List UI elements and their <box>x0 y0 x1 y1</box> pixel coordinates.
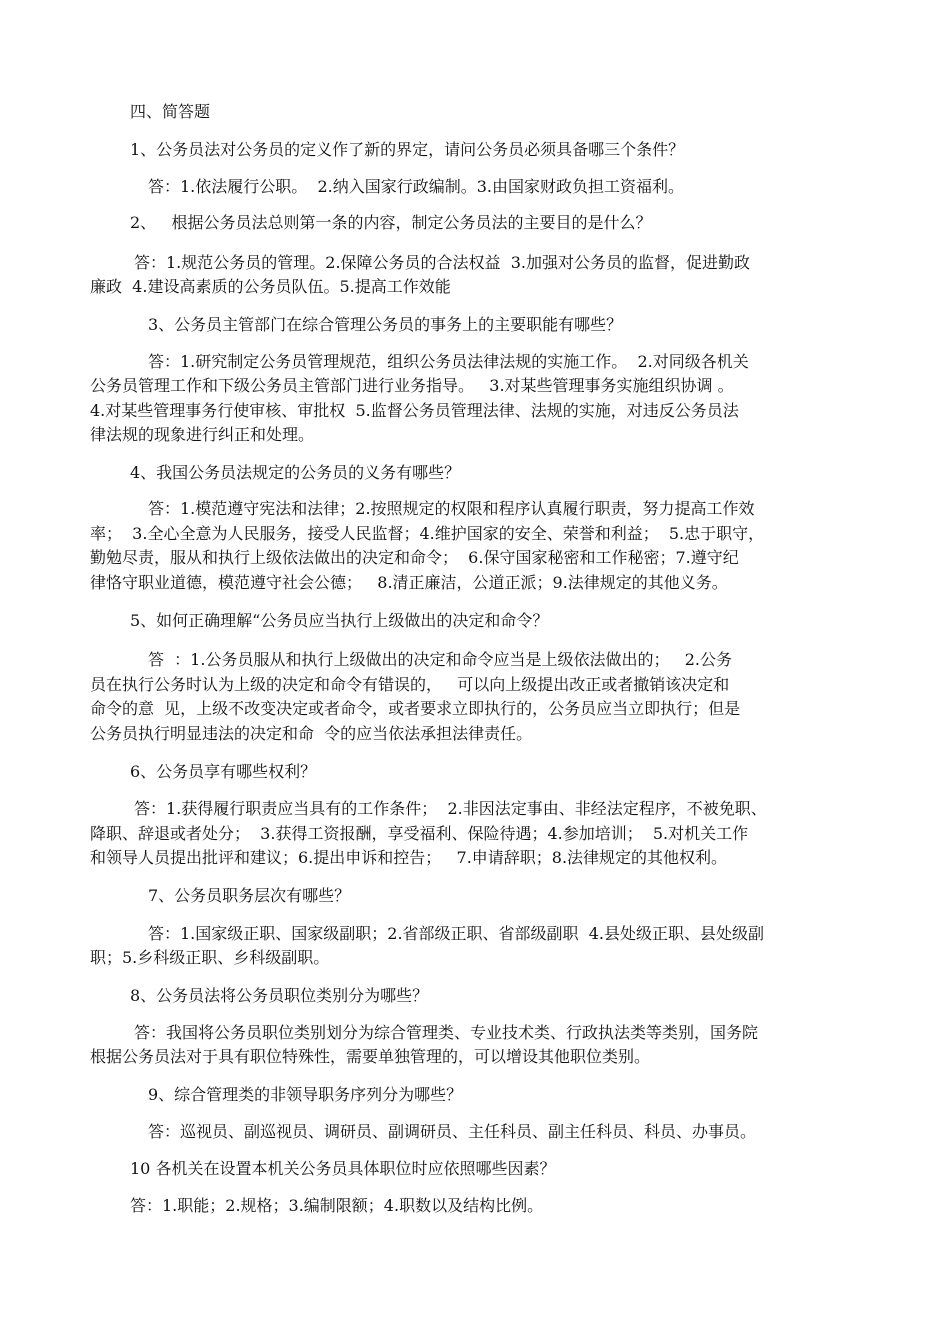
answer-7-line-2: 职；5.乡科级正职、乡科级副职。 <box>90 948 330 967</box>
answer-3-line-3: 4.对某些管理事务行使审核、审批权 5.监督公务员管理法律、法规的实施，对违反公务员法 <box>90 401 739 420</box>
answer-4-line-2: 率； 3.全心全意为人民服务，接受人民监督；4.维护国家的安全、荣誉和利益； 5.忠于职守， <box>90 524 765 543</box>
answer-5-line-3: 命令的意 见，上级不改变决定或者命令，或者要求立即执行的，公务员应当立即执行；但是 <box>90 699 741 718</box>
answer-9-line-1: 答：巡视员、副巡视员、调研员、副调研员、主任科员、副主任科员、科员、办事员。 <box>148 1122 757 1141</box>
answer-3-line-4: 律法规的现象进行纠正和处理。 <box>90 425 315 444</box>
answer-6-line-1: 答：1.获得履行职责应当具有的工作条件； 2.非因法定事由、非经法定程序，不被免职、 <box>134 799 767 818</box>
answer-8-line-1: 答：我国将公务员职位类别划分为综合管理类、专业技术类、行政执法类等类别，国务院 <box>134 1023 759 1042</box>
section-title: 四、简答题 <box>130 102 211 121</box>
question-4: 4、我国公务员法规定的公务员的义务有哪些？ <box>130 463 461 482</box>
answer-8-line-2: 根据公务员法对于具有职位特殊性，需要单独管理的，可以增设其他职位类别。 <box>90 1047 651 1066</box>
question-1: 1、公务员法对公务员的定义作了新的界定，请问公务员必须具备哪三个条件？ <box>130 140 685 159</box>
question-9: 9、综合管理类的非领导职务序列分为哪些？ <box>148 1085 463 1104</box>
answer-4-line-3: 勤勉尽责，服从和执行上级依法做出的决定和命令； 6.保守国家秘密和工作秘密；7.遵守纪 <box>90 548 739 567</box>
question-2: 2、 根据公务员法总则第一条的内容，制定公务员法的主要目的是什么？ <box>130 213 652 232</box>
question-10: 10 各机关在设置本机关公务员具体职位时应依照哪些因素？ <box>130 1159 556 1178</box>
answer-2-line-1: 答：1.规范公务员的管理。2.保障公务员的合法权益 3.加强对公务员的监督，促进勤政 <box>134 253 750 272</box>
answer-1-line-1: 答：1.依法履行公职。 2.纳入国家行政编制。3.由国家财政负担工资福利。 <box>148 177 684 196</box>
answer-5-line-4: 公务员执行明显违法的决定和命 令的应当依法承担法律责任。 <box>90 724 533 743</box>
question-8: 8、公务员法将公务员职位类别分为哪些？ <box>130 986 429 1005</box>
answer-4-line-1: 答：1.模范遵守宪法和法律；2.按照规定的权限和程序认真履行职责，努力提高工作效 <box>148 499 755 518</box>
answer-5-line-1: 答 ：1.公务员服从和执行上级做出的决定和命令应当是上级依法做出的； 2.公务 <box>148 650 732 669</box>
question-5: 5、如何正确理解“公务员应当执行上级做出的决定和命令？ <box>130 611 549 630</box>
answer-5-line-2: 员在执行公务时认为上级的决定和命令有错误的， 可以向上级提出改正或者撤销该决定和 <box>90 675 730 694</box>
answer-3-line-1: 答：1.研究制定公务员管理规范，组织公务员法律法规的实施工作。 2.对同级各机关 <box>148 352 749 371</box>
answer-3-line-2: 公务员管理工作和下级公务员主管部门进行业务指导。 3.对某些管理事务实施组织协调 。 <box>90 376 734 395</box>
answer-6-line-3: 和领导人员提出批评和建议；6.提出申诉和控告； 7.申请辞职；8.法律规定的其他权利。 <box>90 848 728 867</box>
question-6: 6、公务员享有哪些权利？ <box>130 762 317 781</box>
answer-10-line-1: 答：1.职能；2.规格；3.编制限额；4.职数以及结构比例。 <box>130 1196 544 1215</box>
answer-7-line-1: 答：1.国家级正职、国家级副职；2.省部级正职、省部级副职 4.县处级正职、县处级副 <box>148 924 764 943</box>
answer-2-line-2: 廉政 4.建设高素质的公务员队伍。5.提高工作效能 <box>90 277 451 296</box>
answer-4-line-4: 律恪守职业道德，模范遵守社会公德； 8.清正廉洁，公道正派；9.法律规定的其他义务。 <box>90 573 728 592</box>
question-7: 7、公务员职务层次有哪些？ <box>148 886 351 905</box>
question-3: 3、公务员主管部门在综合管理公务员的事务上的主要职能有哪些？ <box>148 315 623 334</box>
answer-6-line-2: 降职、辞退或者处分； 3.获得工资报酬，享受福利、保险待遇；4.参加培训； 5.对机关工作 <box>90 824 749 843</box>
